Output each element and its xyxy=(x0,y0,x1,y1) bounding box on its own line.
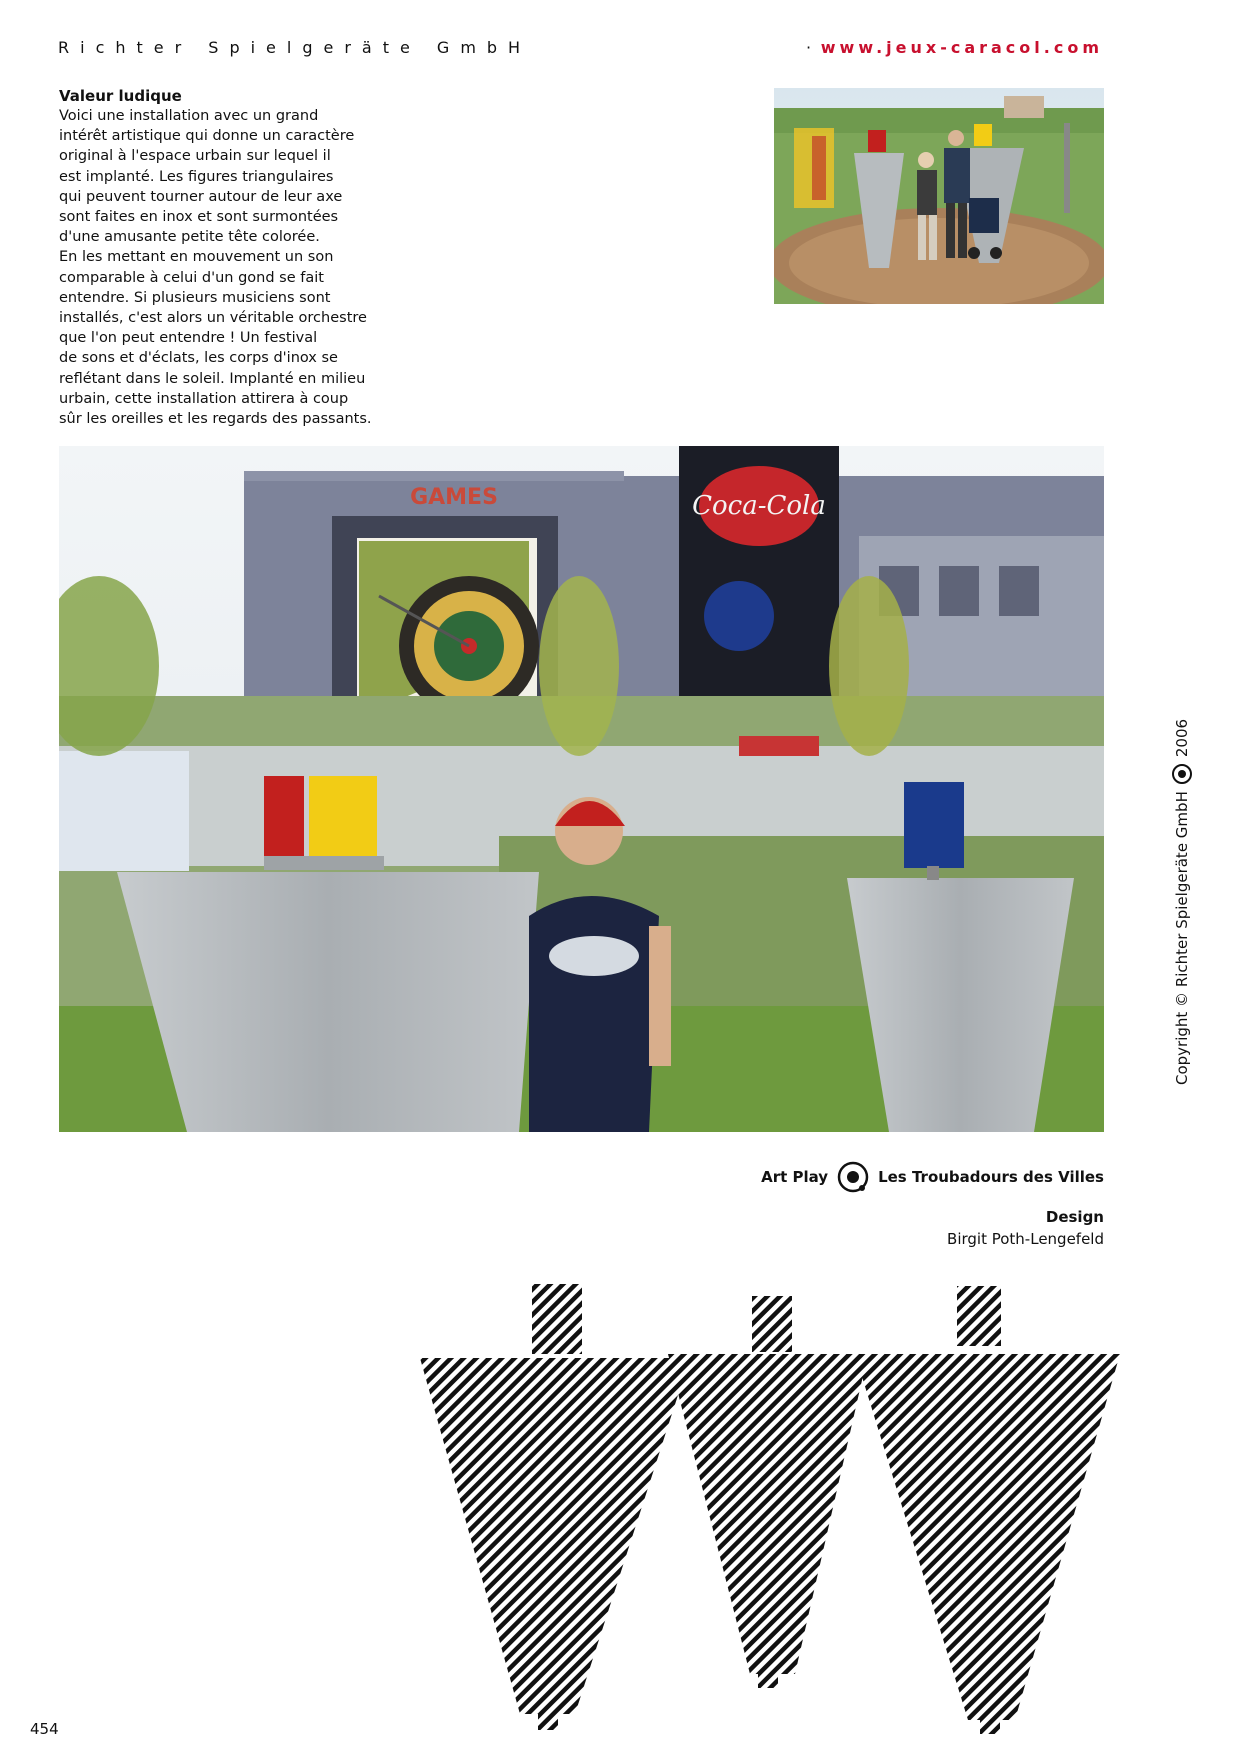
product-caption xyxy=(761,1160,1104,1248)
design-label: Design xyxy=(1045,1208,1104,1226)
games-sign-text: GAMES xyxy=(410,485,498,510)
product-name: Les Troubadours des Villes xyxy=(878,1168,1104,1186)
page-number: 454 xyxy=(30,1720,59,1738)
designer-name: Birgit Poth-Lengefeld xyxy=(947,1230,1104,1248)
photo-urban-installation xyxy=(59,446,1104,1132)
intro-body: Voici une installation avec un grand intérêt artistique qui donne un caractère original à l'espace urbain sur lequel il est implanté. Les figures triangulaires qui peuvent tourner autour de leur axe sont faites en inox et sont surmontées d'une amusante petite tête colorée. En les mettant en mouvement un son comparable à celui d'un gond se fait entendre. Si plusieurs musiciens sont installés, c'est alors un véritable orchestre que l'on peut entendre ! Un festival de sons et d'éclats, les corps d'inox se reflétant dans le soleil. Implanté en milieu urbain, cette installation attirera à coup sûr les oreilles et les regards des passants. xyxy=(59,108,372,428)
page-header xyxy=(58,38,1103,62)
ad-coca-cola-text: Coca-Cola xyxy=(692,491,826,521)
header-separator: · xyxy=(806,38,823,57)
intro-text-block xyxy=(59,86,399,429)
hatched-figures-illustration xyxy=(420,1284,1135,1744)
photo-park-installation xyxy=(774,88,1104,304)
richter-logo-icon xyxy=(836,1160,870,1194)
company-name: Richter Spielgeräte GmbH xyxy=(58,38,532,57)
copyright-year: 2006 xyxy=(1173,718,1191,758)
intro-heading: Valeur ludique xyxy=(59,87,182,105)
website-link[interactable]: www.jeux-caracol.com xyxy=(820,38,1103,57)
copyright-text: Copyright © Richter Spielgeräte GmbH xyxy=(1173,791,1191,1085)
category-label: Art Play xyxy=(761,1168,829,1186)
richter-logo-icon xyxy=(1171,763,1193,785)
